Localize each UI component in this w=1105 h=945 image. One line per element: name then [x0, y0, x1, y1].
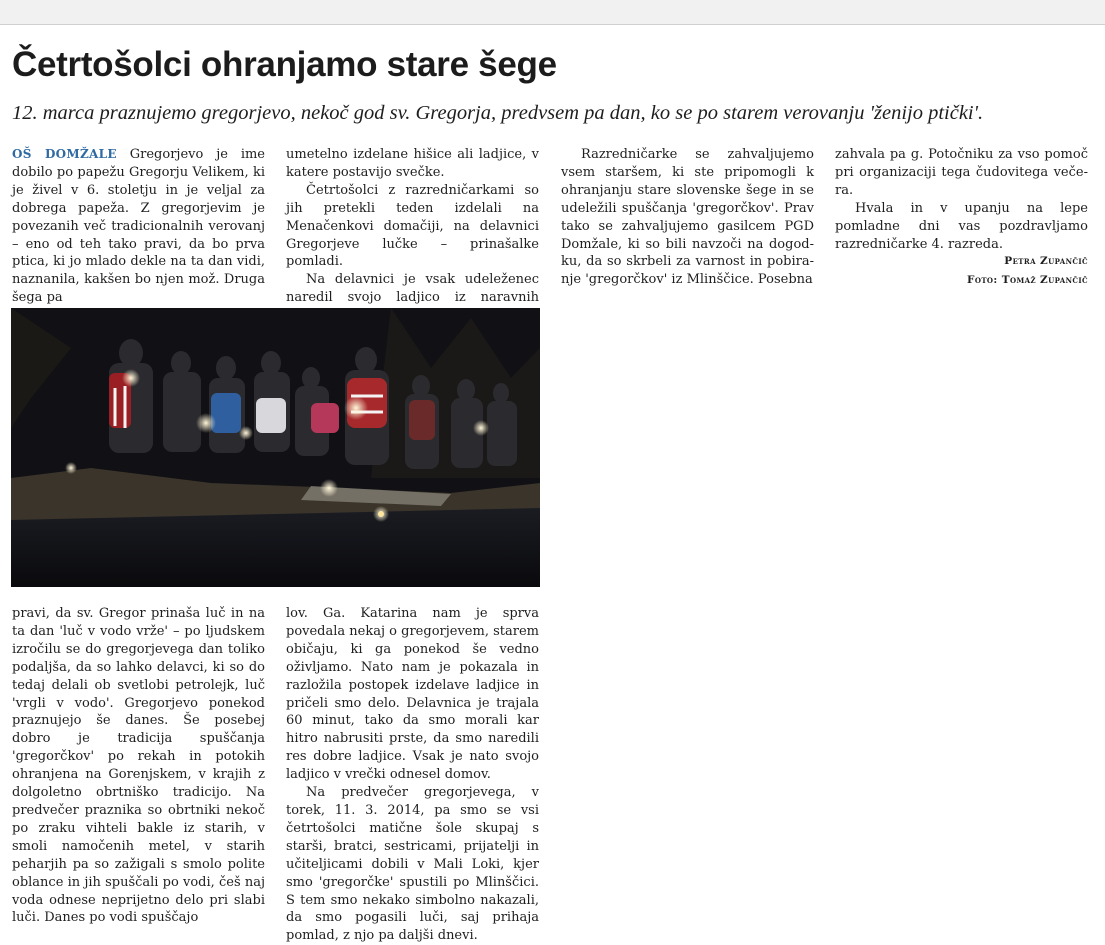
article-text: Gregorjevo je ime dobilo po papežu Gregorju Velikem, ki je živel v 6. stoletju in je veljal za dobrega papeža. Z gregorjevim je povezanih več tradicionalnih verovanj – eno od teh tako pravi, da bo prva ptica, ki jo mlado dekle na ta dan vidi, naznanila, kakšen bo njen mož. Druga šega pa: [12, 147, 265, 306]
article-paragraph: Četrtošolci z razredničarkami so jih pretekli teden izdelali na Menačenkovi domačiji, na delavnici Gregorjeve lučke – prinašalke pomladi.: [286, 182, 539, 270]
article-author: Petra Zupančič: [1004, 255, 1088, 267]
article-paragraph: umetelno izdelane hišice ali ladjice, v katere postavijo svečke.: [286, 147, 539, 180]
article-location: OŠ DOMŽALE: [12, 147, 117, 161]
article-column-1-bottom: [12, 605, 265, 927]
photo-credit: Foto: Tomaž Zupančič: [966, 274, 1088, 286]
article-paragraph: Razredničarke se zahvaljujemo vsem staršem, ki ste pripomogli k ohranjanju stare slovenske šege in se udeležili spuščanja 'gregorčkov'. Prav tako se zahvaljujemo gasilcem PGD Domžale, ki so bili navzoči na dogodku, da so skrbeli za varnost in pobiranje 'gregorčkov' iz Mlinščice. Posebna: [561, 147, 814, 288]
browser-top-bar: [0, 0, 1105, 25]
article-column-2-bottom: [286, 605, 539, 945]
article-paragraph: Na delavnici je vsak udeleženec naredil svojo ladjico iz naravnih: [286, 272, 539, 306]
article-column-4: [835, 146, 1088, 253]
article-paragraph: Hvala in v upanju na lepe pomladne dni vas pozdravljamo razredničarke 4. razreda.: [835, 200, 1088, 252]
article-column-1-top: [12, 146, 265, 307]
article-column-3: [561, 146, 814, 289]
article-photo: [11, 308, 540, 587]
night-gathering-photo: [11, 308, 540, 587]
article-paragraph: Na predvečer gregorjevega, v torek, 11. 3. 2014, pa smo se vsi četrtošolci matične šole skupaj s starši, bratci, sestricami, prijatelji in učiteljicami dobili v Mali Loki, kjer smo 'gregorčke' spustili po Mlinščici. S tem smo nekako simbolno nakazali, da smo pogasili luči, saj prihaja pomlad, z njo pa daljši dnevi.: [286, 785, 539, 944]
article-paragraph: zahvala pa g. Potočniku za vso pomoč pri organizaciji tega čudovitega večera.: [835, 147, 1088, 198]
article-credits: [835, 252, 1088, 290]
article-paragraph: lov. Ga. Katarina nam je sprva povedala nekaj o gregorjevem, starem običaju, ki ga ponekod še vedno oživljamo. Nato nam je pokazala in razložila postopek izdelave ladjice in pričeli smo delo. Delavnica je trajala 60 minut, tako da smo morali kar hitro nabrusiti prste, da smo naredili res dobre ladjice. Vsak je nato svojo ladjico v vrečki odnesel domov.: [286, 606, 539, 783]
article-paragraph: pravi, da sv. Gregor prinaša luč in na ta dan 'luč v vodo vrže' – po ljudskem izročilu se do gregorjevega dan toliko podaljša, da so lahko delavci, ki so do tedaj delali ob svetlobi petrolejk, luč 'vrgli v vodo'. Gregorjevo ponekod praznujejo še danes. Še posebej dobro je tradicija spuščanja 'gregorčkov' po rekah in potokih ohranjena na Gorenjskem, v krajih z dolgoletno obrtniško tradicijo. Na predvečer praznika so obrtniki nekoč po zraku vihteli bakle iz starih, v smoli namočenih metel, v starih peharjih pa so zažigali s smolo polite oblance in jih spuščali po vodi, češ naj voda odnese neprijetno delo pri slabi luči. Danes po vodi spuščajo: [12, 606, 265, 926]
article-headline: Četrtošolci ohranjamo stare šege: [12, 45, 557, 84]
article-subheadline: 12. marca praznujemo gregorjevo, nekoč god sv. Gregorja, predvsem pa dan, ko se po starem verovanju 'ženijo ptički'.: [12, 102, 984, 124]
article-column-2-top: [286, 146, 539, 325]
